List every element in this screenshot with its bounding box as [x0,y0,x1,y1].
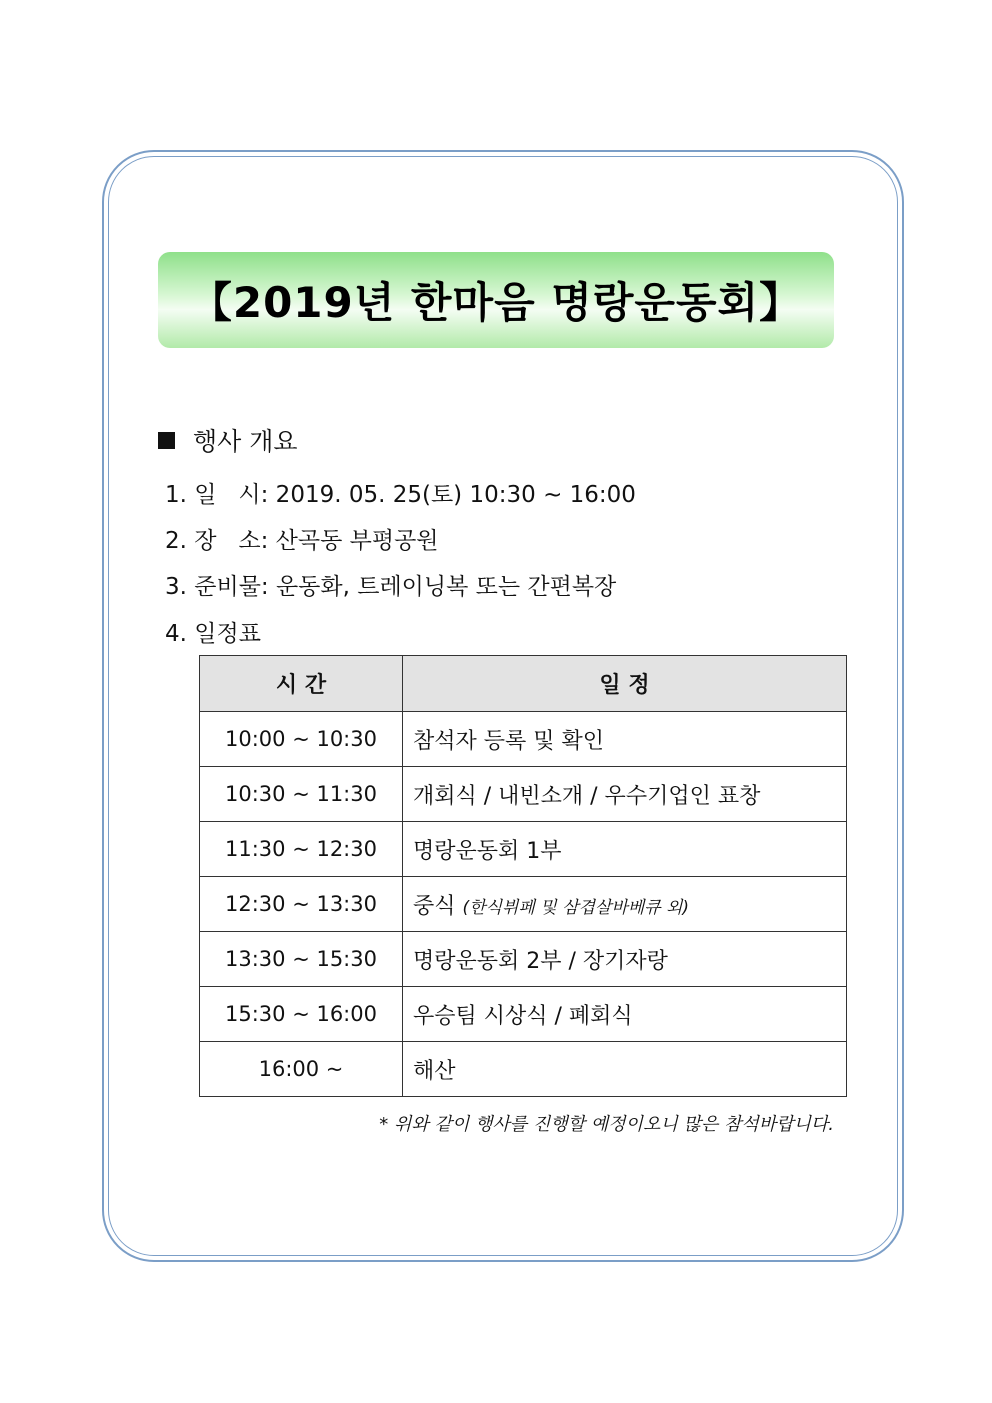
table-row [200,712,847,767]
table-row [200,1042,847,1097]
row-time: 13:30 ~ 15:30 [200,932,403,987]
table-row [200,767,847,822]
table-header-row [200,656,847,712]
item-location: 2. 장 소: 산곡동 부평공원 [165,528,439,554]
table-row [200,877,847,932]
row-event-text: 참석자 등록 및 확인 [413,728,604,754]
row-event [403,822,847,877]
table-row [200,987,847,1042]
table-row [200,822,847,877]
row-time: 12:30 ~ 13:30 [200,877,403,932]
row-time: 16:00 ~ [200,1042,403,1097]
footnote: * 위와 같이 행사를 진행할 예정이오니 많은 참석바랍니다. [379,1114,834,1135]
row-time: 10:00 ~ 10:30 [200,712,403,767]
schedule-table [199,655,847,1097]
row-event [403,1042,847,1097]
row-event-text: 개회식 / 내빈소개 / 우수기업인 표창 [413,783,761,809]
row-event [403,767,847,822]
table-row [200,932,847,987]
row-event [403,932,847,987]
row-time: 10:30 ~ 11:30 [200,767,403,822]
row-time: 11:30 ~ 12:30 [200,822,403,877]
row-event-text: 중식 [413,893,456,919]
row-event-text: 명랑운동회 1부 [413,838,562,864]
row-event-text: 우승팀 시상식 / 폐회식 [413,1003,633,1029]
section-heading-text: 행사 개요 [193,427,298,456]
title-banner [158,252,834,348]
header-event: 일 정 [403,656,847,712]
row-event-note: (한식뷔페 및 삼겹살바베큐 외) [462,897,690,918]
row-event-text: 해산 [413,1058,456,1084]
row-event [403,877,847,932]
row-event [403,712,847,767]
item-preparation: 3. 준비물: 운동화, 트레이닝복 또는 간편복장 [165,574,617,600]
row-time: 15:30 ~ 16:00 [200,987,403,1042]
item-datetime: 1. 일 시: 2019. 05. 25(토) 10:30 ~ 16:00 [165,482,636,508]
header-time: 시 간 [200,656,403,712]
row-event-text: 명랑운동회 2부 / 장기자랑 [413,948,668,974]
item-schedule-label: 4. 일정표 [165,621,261,647]
square-bullet-icon [158,432,175,449]
row-event [403,987,847,1042]
section-heading [158,422,298,458]
page-title: 【2019년 한마음 명랑운동회】 [189,278,803,327]
